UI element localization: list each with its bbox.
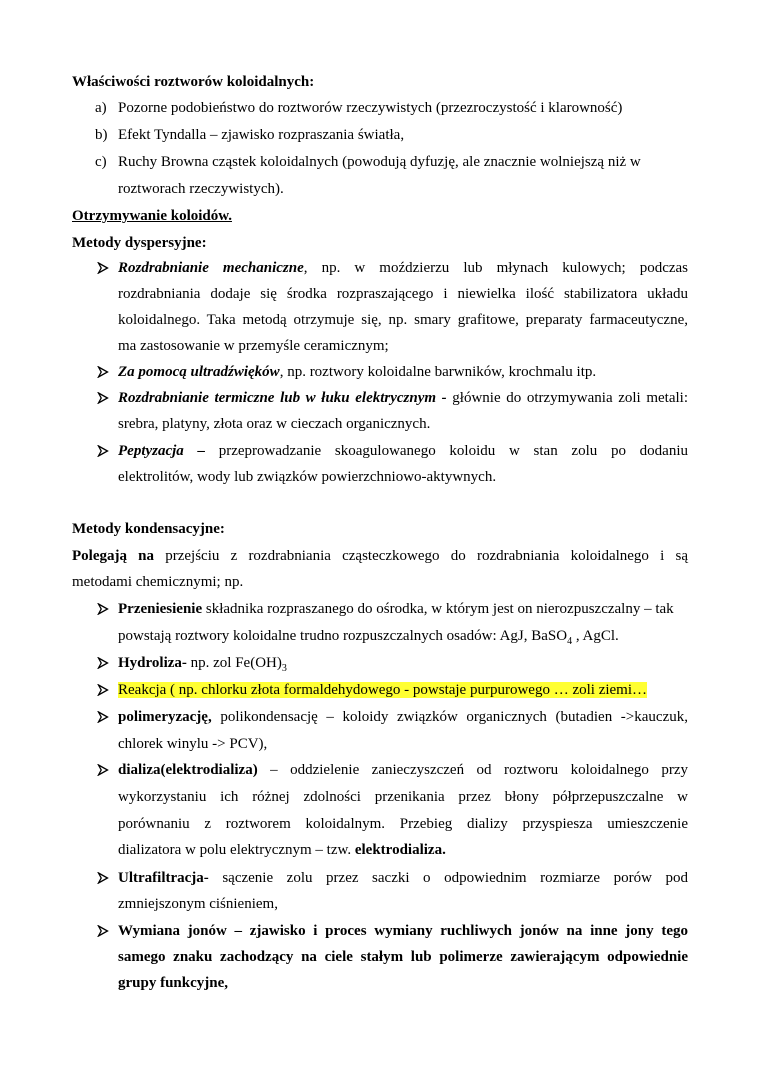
list-item-continuation: chlorek winylu -> PCV), <box>118 736 268 752</box>
arrow-bullet-icon <box>97 657 109 669</box>
condensation-heading: Metody kondensacyjne: <box>72 521 225 537</box>
highlighted-list-item: Reakcja ( np. chlorku złota formaldehydowego - powstaje purpurowego … zoli ziemi… <box>118 682 648 698</box>
arrow-bullet-icon <box>97 925 109 937</box>
list-item-continuation: dializatora w polu elektrycznym – tzw. elektrodializa. <box>118 842 446 858</box>
arrow-bullet-icon <box>97 764 109 776</box>
list-item: polimeryzację, polikondensację – koloidy związków organicznych (butadien ->kauczuk, <box>118 709 688 725</box>
list-item-continuation: porównaniu z roztworem koloidalnym. Przebieg dializy przyspiesza umieszczenie <box>118 816 688 832</box>
arrow-bullet-icon <box>97 445 109 457</box>
list-item-continuation: powstają roztwory koloidalne trudno rozpuszczalnych osadów: AgJ, BaSO$_4$ , AgCl. <box>118 628 619 647</box>
list-item: Ruchy Browna cząstek koloidalnych (powodują dyfuzję, ale znacznie wolniejszą niż w <box>118 154 641 170</box>
arrow-bullet-icon <box>97 684 109 696</box>
list-item-continuation: ma zastosowanie w przemyśle ceramicznym; <box>118 338 389 354</box>
list-item: Rozdrabnianie termiczne lub w łuku elektrycznym - głównie do otrzymywania zoli metali: <box>118 390 688 406</box>
list-item: Pozorne podobieństwo do roztworów rzeczywistych (przezroczystość i klarowność) <box>118 100 623 116</box>
list-item-continuation: samego znaku zachodzący na ciele stałym lub polimerze zawierającym odpowiednie <box>118 949 688 965</box>
list-item-continuation: srebra, platyny, złota oraz w cieczach organicznych. <box>118 416 431 432</box>
arrow-bullet-icon <box>97 872 109 884</box>
list-item: Hydroliza- np. zol $Fe(OH)_3$ <box>118 655 287 674</box>
list-item-continuation: roztworach rzeczywistych). <box>118 181 284 197</box>
list-item: Rozdrabnianie mechaniczne, np. w moździerzu lub młynach kulowych; podczas <box>118 260 689 276</box>
list-item-continuation: elektrolitów, wody lub związków powierzchniowo-aktywnych. <box>118 469 497 485</box>
list-marker: a) <box>95 100 107 116</box>
list-marker: c) <box>95 154 107 170</box>
list-item-continuation: grupy funkcyjne, <box>118 975 229 991</box>
properties-heading: Właściwości roztworów koloidalnych: <box>72 74 315 90</box>
list-item: Ultrafiltracja- sączenie zolu przez saczki o odpowiednim rozmiarze porów pod <box>118 870 688 886</box>
arrow-bullet-icon <box>97 262 109 274</box>
arrow-bullet-icon <box>97 392 109 404</box>
list-marker: b) <box>95 127 108 143</box>
list-item: Przeniesienie składnika rozpraszanego do ośrodka, w którym jest on nierozpuszczalny – tak <box>118 601 674 617</box>
arrow-bullet-icon <box>97 366 109 378</box>
dispersion-heading: Metody dyspersyjne: <box>72 235 207 251</box>
list-item: Peptyzacja – przeprowadzanie skoagulowanego koloidu w stan zolu po dodaniu <box>118 443 688 459</box>
list-item: Wymiana jonów – zjawisko i proces wymiany ruchliwych jonów na inne jony tego <box>118 923 688 939</box>
list-item: Efekt Tyndalla – zjawisko rozpraszania światła, <box>118 127 405 143</box>
list-item-continuation: rozdrabniania dodaje się środka rozpraszającego i niewielka ilość stabilizatora układu <box>118 286 688 302</box>
arrow-bullet-icon <box>97 711 109 723</box>
list-item-continuation: zmniejszonym ciśnieniem, <box>118 896 278 912</box>
arrow-bullet-icon <box>97 603 109 615</box>
condensation-intro: Polegają na przejściu z rozdrabniania cząsteczkowego do rozdrabniania koloidalnego i są <box>72 548 688 564</box>
list-item: Za pomocą ultradźwięków, np. roztwory koloidalne barwników, krochmalu itp. <box>118 364 597 380</box>
list-item-continuation: wykorzystaniu ich różnej zdolności przenikania przez błony półprzepuszczalne w <box>118 789 688 805</box>
list-item-continuation: koloidalnego. Taka metodą otrzymuje się, np. smary grafitowe, preparaty farmaceutyczne, <box>118 312 688 328</box>
condensation-intro-continuation: metodami chemicznymi; np. <box>72 574 244 590</box>
obtaining-heading: Otrzymywanie koloidów. <box>72 208 232 224</box>
list-item: dializa(elektrodializa) – oddzielenie zanieczyszczeń od roztworu koloidalnego przy <box>118 762 688 778</box>
